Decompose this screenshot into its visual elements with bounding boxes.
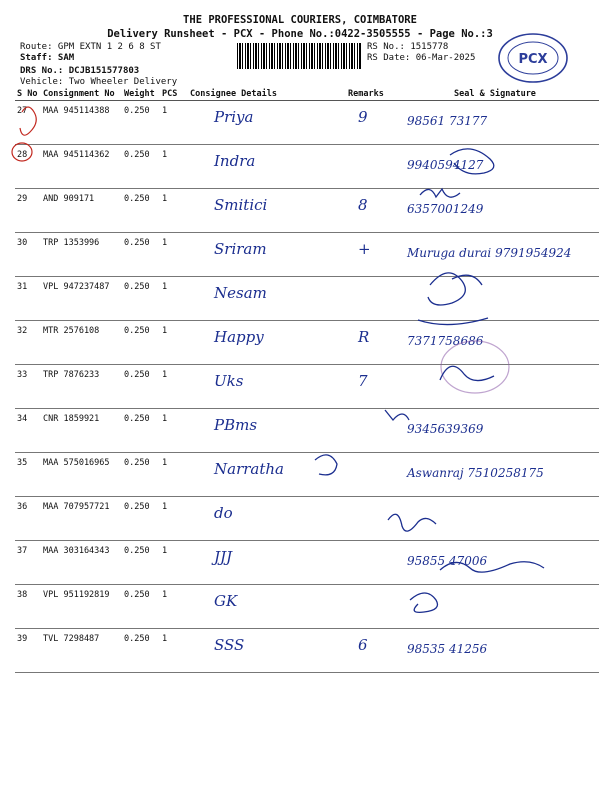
row-signature	[391, 585, 599, 629]
row-sno: 27	[15, 101, 41, 145]
handwritten-remarks: 6	[358, 636, 368, 654]
row-sno: 34	[15, 409, 41, 453]
row-weight: 0.250	[122, 321, 160, 365]
table-header-row	[15, 88, 599, 101]
row-consignee	[188, 277, 346, 321]
row-consignee	[188, 233, 346, 277]
handwritten-signature: 9940594127	[407, 158, 484, 172]
row-consignee	[188, 365, 346, 409]
table-row	[15, 409, 599, 453]
row-sno: 32	[15, 321, 41, 365]
handwritten-consignee: JJJ	[214, 548, 233, 566]
handwritten-signature: 9345639369	[407, 422, 484, 436]
handwritten-signature: 98535 41256	[407, 642, 488, 656]
handwritten-consignee: GK	[214, 592, 238, 610]
row-sno: 38	[15, 585, 41, 629]
row-sno: 28	[15, 145, 41, 189]
row-weight: 0.250	[122, 409, 160, 453]
row-consignee	[188, 497, 346, 541]
row-pcs: 1	[160, 453, 188, 497]
row-weight: 0.250	[122, 233, 160, 277]
row-remarks	[346, 409, 391, 453]
handwritten-signature: 98561 73177	[407, 114, 488, 128]
row-weight: 0.250	[122, 585, 160, 629]
row-signature	[391, 453, 599, 497]
row-remarks	[346, 453, 391, 497]
handwritten-consignee: Indra	[214, 152, 256, 170]
table-row	[15, 497, 599, 541]
row-consignment: MTR 2576108	[41, 321, 122, 365]
row-sno: 39	[15, 629, 41, 673]
row-consignment: TRP 1353996	[41, 233, 122, 277]
row-consignee	[188, 145, 346, 189]
handwritten-remarks: +	[358, 240, 371, 258]
row-pcs: 1	[160, 497, 188, 541]
row-consignee	[188, 541, 346, 585]
row-signature	[391, 409, 599, 453]
col-consignee: Consignee Details	[188, 88, 346, 101]
row-weight: 0.250	[122, 101, 160, 145]
company-title: THE PROFESSIONAL COURIERS, COIMBATORE	[183, 14, 417, 26]
table-row	[15, 321, 599, 365]
handwritten-consignee: Sriram	[214, 240, 267, 258]
row-remarks	[346, 321, 391, 365]
row-pcs: 1	[160, 101, 188, 145]
row-weight: 0.250	[122, 277, 160, 321]
row-consignment: TVL 7298487	[41, 629, 122, 673]
row-sno: 35	[15, 453, 41, 497]
row-pcs: 1	[160, 541, 188, 585]
col-consignment: Consignment No	[41, 88, 122, 101]
handwritten-signature: Aswanraj 7510258175	[407, 466, 544, 480]
row-consignment: MAA 575016965	[41, 453, 122, 497]
handwritten-consignee: Happy	[214, 328, 264, 346]
stamp-text: PCX	[518, 52, 548, 67]
row-remarks	[346, 629, 391, 673]
handwritten-remarks: 8	[358, 196, 368, 214]
handwritten-consignee: Uks	[214, 372, 244, 390]
row-remarks	[346, 541, 391, 585]
row-signature	[391, 101, 599, 145]
handwritten-signature: 7371758686	[407, 334, 484, 348]
row-remarks	[346, 585, 391, 629]
table-row	[15, 585, 599, 629]
row-weight: 0.250	[122, 629, 160, 673]
row-sno: 29	[15, 189, 41, 233]
col-signature: Seal & Signature	[391, 88, 599, 101]
row-sno: 37	[15, 541, 41, 585]
table-row	[15, 233, 599, 277]
row-signature	[391, 497, 599, 541]
row-consignee	[188, 189, 346, 233]
runsheet-table	[15, 88, 599, 673]
row-signature	[391, 145, 599, 189]
row-remarks	[346, 365, 391, 409]
col-pcs: PCS	[160, 88, 188, 101]
row-pcs: 1	[160, 189, 188, 233]
row-remarks	[346, 101, 391, 145]
row-remarks	[346, 189, 391, 233]
handwritten-consignee: SSS	[214, 636, 245, 654]
runsheet-subtitle: Delivery Runsheet - PCX - Phone No.:0422-3505555 - Page No.:3	[107, 28, 493, 40]
handwritten-signature: 6357001249	[407, 202, 484, 216]
row-consignee	[188, 629, 346, 673]
row-signature	[391, 189, 599, 233]
row-consignment: TRP 7876233	[41, 365, 122, 409]
row-weight: 0.250	[122, 497, 160, 541]
row-consignment: VPL 951192819	[41, 585, 122, 629]
route-label: Route: GPM EXTN 1 2 6 8 ST	[20, 42, 161, 52]
barcode	[237, 43, 361, 69]
table-row	[15, 365, 599, 409]
row-consignee	[188, 101, 346, 145]
table-row	[15, 101, 599, 145]
handwritten-remarks: 9	[358, 108, 368, 126]
row-signature	[391, 277, 599, 321]
row-weight: 0.250	[122, 145, 160, 189]
handwritten-remarks: 7	[358, 372, 368, 390]
row-sno: 33	[15, 365, 41, 409]
handwritten-remarks: R	[358, 328, 370, 346]
row-consignee	[188, 453, 346, 497]
staff-label: Staff: SAM	[20, 53, 75, 63]
handwritten-consignee: PBms	[214, 416, 258, 434]
table-row	[15, 629, 599, 673]
col-remarks: Remarks	[346, 88, 391, 101]
vehicle-label: Vehicle: Two Wheeler Delivery	[20, 77, 178, 87]
handwritten-signature: Muruga durai 9791954924	[407, 246, 572, 260]
table-row	[15, 541, 599, 585]
col-weight: Weight	[122, 88, 160, 101]
row-pcs: 1	[160, 585, 188, 629]
handwritten-signature: 95855 47006	[407, 554, 488, 568]
row-consignee	[188, 321, 346, 365]
row-sno: 30	[15, 233, 41, 277]
row-pcs: 1	[160, 629, 188, 673]
handwritten-consignee: Narratha	[214, 460, 284, 478]
table-row	[15, 145, 599, 189]
row-pcs: 1	[160, 321, 188, 365]
row-weight: 0.250	[122, 541, 160, 585]
row-weight: 0.250	[122, 453, 160, 497]
row-signature	[391, 541, 599, 585]
row-remarks	[346, 233, 391, 277]
row-consignee	[188, 409, 346, 453]
table-row	[15, 277, 599, 321]
row-pcs: 1	[160, 277, 188, 321]
row-consignment: MAA 707957721	[41, 497, 122, 541]
handwritten-consignee: do	[214, 504, 233, 522]
handwritten-consignee: Nesam	[214, 284, 267, 302]
row-signature	[391, 365, 599, 409]
row-pcs: 1	[160, 365, 188, 409]
rs-number: RS No.: 1515778	[367, 42, 449, 52]
row-sno: 31	[15, 277, 41, 321]
row-remarks	[346, 497, 391, 541]
row-weight: 0.250	[122, 189, 160, 233]
handwritten-consignee: Smitici	[214, 196, 268, 214]
table-row	[15, 189, 599, 233]
row-signature	[391, 629, 599, 673]
row-pcs: 1	[160, 409, 188, 453]
row-consignment: MAA 945114362	[41, 145, 122, 189]
row-sno: 36	[15, 497, 41, 541]
row-consignment: CNR 1859921	[41, 409, 122, 453]
row-pcs: 1	[160, 233, 188, 277]
row-signature	[391, 321, 599, 365]
col-sno: S No	[15, 88, 41, 101]
row-consignment: MAA 945114388	[41, 101, 122, 145]
row-remarks	[346, 145, 391, 189]
row-consignment: MAA 303164343	[41, 541, 122, 585]
row-consignment: AND 909171	[41, 189, 122, 233]
row-remarks	[346, 277, 391, 321]
row-consignee	[188, 585, 346, 629]
drs-number: DRS No.: DCJB151577803	[20, 66, 140, 76]
row-pcs: 1	[160, 145, 188, 189]
row-weight: 0.250	[122, 365, 160, 409]
table-row	[15, 453, 599, 497]
pcx-stamp	[496, 30, 570, 86]
row-signature	[391, 233, 599, 277]
rs-date: RS Date: 06-Mar-2025	[367, 53, 476, 63]
row-consignment: VPL 947237487	[41, 277, 122, 321]
handwritten-consignee: Priya	[214, 108, 254, 126]
